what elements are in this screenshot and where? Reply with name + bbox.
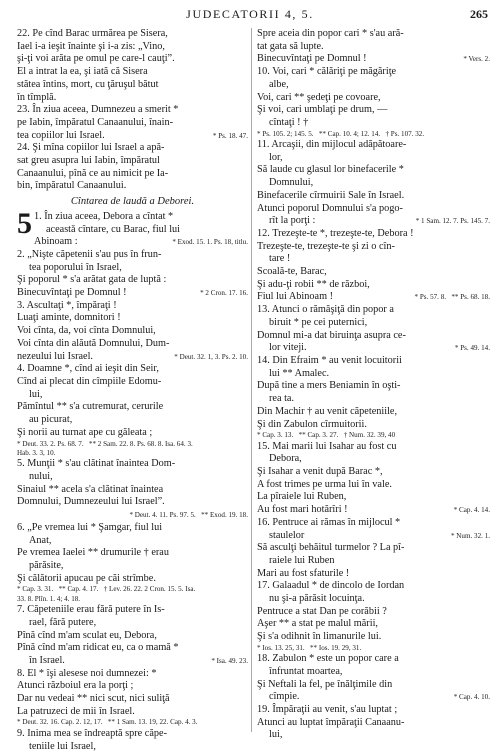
verse-text: 4. Doamne *, cînd ai ieşit din Seir,	[17, 363, 159, 375]
book-chapter-title: JUDECATORII 4, 5.	[186, 7, 314, 21]
verse-text: Din Machir † au venit căpeteniile,	[257, 405, 398, 417]
verse-text: El a intrat la ea, şi iată că Sisera	[17, 66, 148, 78]
verse-text: 1. În ziua aceea, Debora a cîntat *	[34, 210, 174, 222]
verse-line	[17, 287, 248, 300]
verse-text: Şi călătorii apucau pe căi strîmbe.	[17, 572, 156, 584]
verse-text: Şi Isahar a venit după Barac *,	[257, 466, 383, 478]
verse-line	[17, 104, 248, 117]
verse-text: lui ** Amalec.	[269, 367, 330, 379]
verse-line	[17, 180, 248, 193]
margin-reference: * Deut. 4. 11. Ps. 97. 5. ** Exod. 19. 18.	[129, 511, 248, 520]
verse-text: Cînd ai plecat din cîmpiile Edomu-	[17, 375, 162, 387]
verse-line	[257, 79, 490, 92]
verse-line	[257, 406, 490, 419]
verse-line	[257, 466, 490, 479]
verse-text: Luaţi aminte, domnitori !	[17, 312, 121, 324]
verse-text: Canaanului, pînă ce au nimicit pe Ia-	[17, 167, 169, 179]
margin-reference: * 1 Sam. 12. 7. Ps. 145. 7.	[415, 217, 490, 226]
verse-line	[257, 28, 490, 41]
verse-text: 5. Munţii * s'au clătinat înaintea Dom-	[17, 458, 176, 470]
verse-text: Binecuvîntaţi pe Domnul !	[257, 53, 367, 65]
verse-text: biruit * pe cei puternici,	[269, 316, 368, 328]
verse-text: Şi s'a odihnit în limanurile lui.	[257, 631, 382, 643]
verse-text: tat gata să lupte.	[257, 40, 324, 52]
verse-line	[17, 92, 248, 105]
cross-reference-note: * Cap. 3. 31. ** Cap. 4. 17. † Lev. 26. 22. 2 Cron. 15. 5. Isa.	[17, 585, 196, 594]
verse-text: 24. Şi mîna copiilor lui Israel a apă-	[17, 142, 165, 154]
verse-text: Anat,	[29, 534, 52, 546]
verse-line	[257, 555, 490, 568]
verse-line	[17, 427, 248, 440]
margin-reference: * Ps. 49. 14.	[454, 344, 490, 353]
verse-line	[17, 630, 248, 643]
verse-text: Pînă cînd m'am ridicat eu, ca o mamă *	[17, 642, 179, 654]
verse-text: Mari au fost sfaturile !	[257, 567, 350, 579]
verse-text: 16. Pentruce ai rămas în mijlocul *	[257, 516, 401, 528]
verse-text: albe,	[269, 78, 289, 90]
verse-line	[257, 691, 490, 704]
cross-reference-note: * Deut. 33. 2. Ps. 68. 7. ** 2 Sam. 22. 8. Ps. 68. 8. Isa. 64. 3.	[17, 439, 193, 448]
verse-text: 22. Pe cînd Barac urmărea pe Sisera,	[17, 28, 168, 39]
verse-text: Binefacerile cîrmuirii Sale în Israel.	[257, 189, 405, 201]
verse-text: în tîmplă.	[17, 91, 57, 103]
right-column	[257, 28, 490, 740]
verse-line	[17, 617, 248, 630]
margin-reference: * Cap. 4. 14.	[453, 506, 490, 515]
verse-text: au picurat,	[29, 414, 73, 426]
verse-line	[17, 693, 248, 706]
verse-text: Domnului, Dumnezeului lui Israel”.	[17, 496, 165, 508]
verse-text: înfruntat moartea,	[269, 665, 343, 677]
verse-text: 3. Ascultaţi *, împăraţi !	[17, 299, 117, 311]
verse-line	[257, 177, 490, 190]
verse-line	[17, 741, 248, 753]
verse-line	[257, 330, 490, 343]
verse-text: părăsite,	[29, 559, 64, 571]
verse-text: La patruzeci de mii în Israel.	[17, 705, 135, 717]
verse-text: Să laude cu glasul lor binefacerile *	[257, 164, 404, 176]
verse-text: 12. Trezeşte-te *, trezeşte-te, Debora !	[257, 227, 414, 239]
verse-line	[17, 28, 248, 41]
verse-text: Iael i-a ieşit înainte şi i-a zis: „Vino,	[17, 40, 165, 52]
margin-reference: * Vers. 2.	[463, 55, 490, 64]
verse-text: Aşer ** a stat pe malul mării,	[257, 618, 378, 630]
cross-reference-note: * Ps. 105. 2; 145. 5. ** Cap. 10. 4; 12. 14. † Ps. 107. 32.	[257, 129, 425, 138]
verse-line	[257, 279, 490, 292]
verse-line	[17, 155, 248, 168]
verse-line	[257, 342, 490, 355]
verse-text: rael, fără putere,	[29, 616, 97, 628]
verse-text: tare !	[269, 253, 291, 265]
verse-line	[17, 142, 248, 155]
verse-text: lui,	[269, 729, 283, 741]
verse-line	[17, 79, 248, 92]
verse-line	[257, 666, 490, 679]
verse-text: Spre aceia din popor cari * s'au ară-	[257, 28, 404, 39]
verse-text: Abinoam :	[34, 236, 78, 248]
verse-line	[257, 504, 490, 517]
verse-line	[17, 262, 248, 275]
verse-text: Fiul lui Abinoam !	[257, 291, 334, 303]
verse-text: nezeului lui Israel.	[17, 350, 93, 362]
verse-line	[257, 593, 490, 606]
verse-line	[17, 41, 248, 54]
verse-line	[34, 224, 248, 237]
verse-text: în Israel.	[29, 654, 65, 666]
verse-text: rea ta.	[269, 393, 295, 405]
verse-line	[257, 291, 490, 304]
verse-text: 8. El * îşi alesese noi dumnezei: *	[17, 667, 157, 679]
verse-line	[257, 568, 490, 581]
verse-text: 10. Voi, cari * călăriţi pe măgăriţe	[257, 66, 397, 78]
verse-line	[17, 401, 248, 414]
verse-line	[17, 300, 248, 313]
verse-line	[257, 41, 490, 54]
verse-line	[257, 215, 490, 228]
verse-text: 9. Inima mea se îndreaptă spre căpe-	[17, 727, 167, 739]
verse-text: nu şi-a părăsit locuinţa.	[269, 593, 365, 605]
verse-text: Şi Neftali la fel, pe înălţimile din	[257, 678, 393, 690]
verse-line	[257, 203, 490, 216]
verse-line	[17, 471, 248, 484]
verse-line	[17, 484, 248, 497]
column-divider	[251, 28, 252, 732]
verse-line	[257, 117, 490, 130]
margin-reference: * Ps. 18. 47.	[212, 131, 248, 140]
verse-line	[257, 368, 490, 381]
verse-text: Şi poporul * s'a arătat gata de luptă :	[17, 274, 167, 286]
verse-text: teniile lui Israel,	[29, 740, 96, 752]
verse-text: Şi adu-ţi robii ** de război,	[257, 278, 370, 290]
verse-line	[257, 479, 490, 492]
verse-line	[17, 117, 248, 130]
verse-line	[17, 249, 248, 262]
cross-reference-note: * Cap. 3. 13. ** Cap. 3. 27. † Num. 32. 39, 40	[257, 431, 396, 440]
verse-text: Voi cînta din alăută Domnului, Dum-	[17, 337, 170, 349]
margin-reference: * Exod. 15. 1. Ps. 18, titlu.	[172, 238, 248, 247]
page-number: 265	[470, 7, 488, 21]
verse-text: 6. „Pe vremea lui * Şamgar, fiul lui	[17, 521, 163, 533]
verse-text: După tine a mers Beniamin în oşti-	[257, 380, 401, 392]
verse-text: şi-ţi voi arăta pe omul pe care-l cauţi”.	[17, 53, 175, 65]
verse-line	[17, 573, 248, 586]
verse-line	[17, 728, 248, 741]
verse-text: La pîraiele lui Ruben,	[257, 491, 347, 503]
verse-line	[17, 66, 248, 79]
verse-line	[257, 139, 490, 152]
verse-text: Şi din Zabulon cîrmuitorii.	[257, 418, 367, 430]
verse-text: cîmpie.	[269, 691, 300, 703]
verse-line	[17, 325, 248, 338]
verse-text: pe Iabin, împăratul Canaanului, înain-	[17, 116, 173, 128]
verse-line	[257, 355, 490, 368]
verse-line	[34, 236, 248, 249]
verse-line	[17, 668, 248, 681]
verse-text: A fost trimes pe urma lui în vale.	[257, 478, 392, 490]
verse-text: 17. Galaadul * de dincolo de Iordan	[257, 580, 405, 592]
verse-line	[17, 389, 248, 402]
verse-line	[257, 729, 490, 742]
cross-reference-note: 33. 8. Plîn. 1. 4; 4. 18.	[17, 594, 81, 603]
verse-line	[17, 338, 248, 351]
verse-line	[257, 530, 490, 543]
verse-line	[17, 53, 248, 66]
verse-line	[257, 304, 490, 317]
verse-line	[17, 655, 248, 668]
verse-line	[257, 317, 490, 330]
verse-line	[257, 618, 490, 631]
section-heading: Cîntarea de laudă a Deborei.	[70, 196, 195, 208]
verse-line	[257, 704, 490, 717]
verse-line	[257, 380, 490, 393]
verse-line	[17, 522, 248, 535]
verse-line	[17, 458, 248, 471]
running-header	[0, 4, 500, 26]
verse-text: Sinaiul ** acela s'a clătinat înaintea	[17, 483, 164, 495]
verse-text: Domnul mi-a dat biruinţa asupra ce-	[257, 329, 406, 341]
verse-text: Trezeşte-te, trezeşte-te şi zi o cîn-	[257, 240, 395, 252]
verse-text: stătea întins, mort, cu ţăruşul bătut	[17, 78, 159, 90]
verse-text: Scoală-te, Barac,	[257, 266, 327, 278]
verse-line	[257, 453, 490, 466]
verse-line	[17, 376, 248, 389]
margin-reference: * Deut. 32. 1, 3. Ps. 2. 10.	[174, 352, 248, 361]
verse-text: 19. Împăraţii au venit, s'au luptat ;	[257, 704, 398, 716]
verse-text: Atunci au luptat împăraţii Canaanu-	[257, 716, 405, 728]
margin-reference: * Num. 32. 1.	[450, 531, 490, 540]
verse-text: 23. În ziua aceea, Dumnezeu a smerit *	[17, 104, 181, 116]
verse-text: staulelor	[269, 529, 305, 541]
verse-line	[257, 441, 490, 454]
verse-line	[257, 717, 490, 730]
cross-reference-note: * Deut. 32. 16. Cap. 2. 12, 17. ** 1 Sam. 13. 19, 22. Cap. 4. 3.	[17, 718, 198, 727]
verse-text: 14. Din Efraim * au venit locuitorii	[257, 354, 402, 366]
verse-line	[257, 491, 490, 504]
verse-text: Voi, cari ** şedeţi pe covoare,	[257, 91, 381, 103]
verse-line	[257, 190, 490, 203]
verse-line	[257, 92, 490, 105]
verse-line	[17, 351, 248, 364]
verse-text: Pînă cînd m'am sculat eu, Debora,	[17, 629, 157, 641]
verse-text: nului,	[29, 471, 53, 483]
verse-line	[257, 152, 490, 165]
margin-reference: * Cap. 4. 10.	[453, 693, 490, 702]
verse-text: Atunci războiul era la porţi ;	[17, 680, 134, 692]
verse-line	[257, 228, 490, 241]
verse-line	[257, 679, 490, 692]
verse-text: Pentruce a stat Dan pe corăbii ?	[257, 605, 387, 617]
verse-line	[257, 241, 490, 254]
verse-text: 11. Arcaşii, din mijlocul adăpătoare-	[257, 139, 407, 151]
verse-line	[257, 517, 490, 530]
verse-text: tea copiilor lui Israel.	[17, 129, 105, 141]
verse-line	[257, 53, 490, 66]
verse-line	[257, 653, 490, 666]
verse-line	[257, 631, 490, 644]
verse-line	[257, 66, 490, 79]
chapter-drop-number: 5	[17, 206, 32, 240]
cross-reference-note: * Ios. 13. 25, 31. ** Ios. 19. 29, 31.	[257, 643, 362, 652]
verse-line	[257, 419, 490, 432]
verse-line	[257, 164, 490, 177]
verse-text: Şi norii au turnat ape cu găleata ;	[17, 426, 153, 438]
verse-text: 2. „Nişte căpetenii s'au pus în frun-	[17, 248, 162, 260]
verse-line	[17, 535, 248, 548]
verse-line	[17, 706, 248, 719]
verse-line	[257, 266, 490, 279]
verse-text: lor,	[269, 151, 283, 163]
verse-line	[17, 496, 248, 509]
verse-line	[257, 393, 490, 406]
verse-text: 13. Atunci o rămăşiţă din popor a	[257, 304, 394, 316]
verse-line	[17, 130, 248, 143]
verse-line	[17, 274, 248, 287]
margin-reference: * Isa. 49. 23.	[211, 656, 248, 665]
verse-line	[17, 414, 248, 427]
verse-line	[17, 312, 248, 325]
margin-reference: * Ps. 57. 8. ** Ps. 68. 18.	[414, 293, 490, 302]
verse-text: sat greu asupra lui Iabin, împăratul	[17, 155, 160, 167]
margin-reference: * 2 Cron. 17. 16.	[200, 289, 248, 298]
verse-text: Să asculţi behăitul turmelor ? La pî-	[257, 542, 405, 554]
verse-line	[17, 168, 248, 181]
verse-line	[17, 604, 248, 617]
verse-text: Binecuvîntaţi pe Domnul !	[17, 287, 127, 299]
verse-line	[17, 509, 248, 522]
verse-text: Atunci poporul Domnului s'a pogo-	[257, 202, 403, 214]
verse-line	[257, 542, 490, 555]
verse-line	[257, 580, 490, 593]
verse-text: lui,	[29, 388, 43, 400]
verse-line	[257, 253, 490, 266]
verse-text: Au fost mari hotărîri !	[257, 504, 348, 516]
verse-line	[17, 560, 248, 573]
verse-line	[257, 606, 490, 619]
verse-text: bin, împăratul Canaanului.	[17, 180, 127, 192]
verse-text: tea poporului în Israel,	[29, 261, 122, 273]
verse-text: Dar nu vedeai ** nici scut, nici suliţă	[17, 693, 170, 705]
verse-text: 18. Zabulon * este un popor care a	[257, 653, 399, 665]
verse-line	[17, 642, 248, 655]
verse-text: 7. Căpeteniile erau fără putere în Is-	[17, 604, 165, 616]
verse-text: Voi cînta, da, voi cînta Domnului,	[17, 325, 156, 337]
verse-line	[17, 363, 248, 376]
verse-text: aceastǎ cîntare, cu Barac, fiul lui	[46, 223, 181, 235]
verse-text: Pămîntul ** s'a cutremurat, cerurile	[17, 401, 164, 413]
verse-text: Pe vremea Iaelei ** drumurile † erau	[17, 547, 169, 559]
verse-text: raiele lui Ruben	[269, 554, 335, 566]
verse-line	[17, 680, 248, 693]
verse-text: lor viteji.	[269, 342, 307, 354]
verse-text: Domnului,	[269, 177, 314, 189]
verse-text: 15. Mai marii lui Isahar au fost cu	[257, 440, 397, 452]
verse-text: Debora,	[269, 453, 302, 465]
verse-text: Şi voi, cari umblaţi pe drum, —	[257, 104, 388, 116]
verse-text: rît la porţi :	[269, 215, 316, 227]
cross-reference-note: Hab. 3. 3, 10.	[17, 448, 56, 457]
left-column	[17, 28, 248, 752]
verse-line	[257, 104, 490, 117]
verse-text: cîntaţi ! †	[269, 116, 309, 128]
verse-line	[17, 547, 248, 560]
